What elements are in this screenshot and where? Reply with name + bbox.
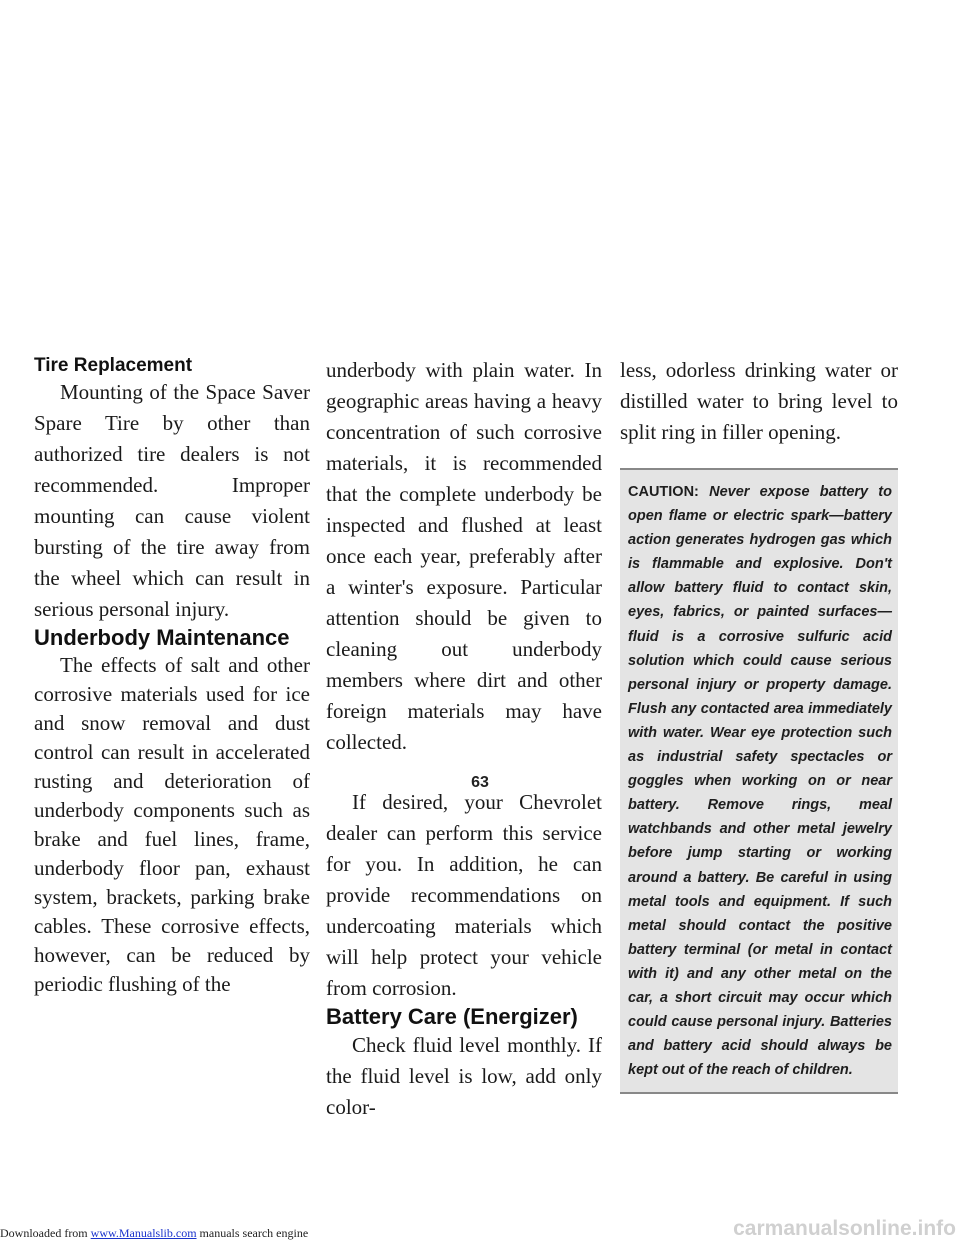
battery-paragraph-part1: Check fluid level monthly. If the fluid level is low, add only color- xyxy=(326,1033,602,1119)
dealer-service-paragraph: If desired, your Chevrolet dealer can perform this service for you. In addition, he can provide recommendations on undercoating materials which will help protect your vehicle from corrosion. xyxy=(326,790,602,1000)
caution-label: CAUTION: xyxy=(628,484,699,500)
download-footer xyxy=(0,1226,308,1241)
underbody-paragraph-part1: The effects of salt and other corrosive materials used for ice and snow removal and dust control can result in accelerated rusting and deterioration of underbody components such as brake and fuel lines, frame, underbody floor pan, exhaust system, brackets, parking brake cables. These corrosive effects, however, can be reduced by periodic flushing of the xyxy=(34,653,310,996)
underbody-maintenance-heading: Underbody Maintenance xyxy=(34,625,290,650)
column-left xyxy=(34,355,310,999)
page-number: 63 xyxy=(471,774,489,791)
caution-text: Never expose battery to open flame or electric spark—battery action generates hydrogen gas which is flammable and explosive. Don't allow battery fluid to contact skin, eyes, fabrics, or painted surfaces—fluid is a corrosive sulfuric acid solution which could cause serious personal injury or property damage. Flush any contacted area immediately with water. Wear eye protection such as industrial safety spectacles or goggles when working on or near battery. Remove rings, meal watchbands and other metal jewelry before jump starting or working around a battery. Be careful in using metal tools and equipment. If such metal should contact the positive battery terminal (or metal in contact with it) and any other metal on the car, a short circuit may occur which could cause personal injury. Batteries and battery acid should always be kept out of the reach of children. xyxy=(628,484,892,1079)
battery-care-heading: Battery Care (Energizer) xyxy=(326,1004,578,1029)
column-middle xyxy=(326,355,602,1123)
manualslib-link[interactable]: www.Manualslib.com xyxy=(90,1226,197,1240)
column-right xyxy=(620,355,898,1094)
watermark-text: carmanualsonline.info xyxy=(733,1217,956,1240)
footer-suffix: manuals search engine xyxy=(199,1226,309,1240)
tire-replacement-paragraph: Mounting of the Space Saver Spare Tire by other than authorized tire dealers is not recommended. Improper mounting can cause violent bursting of the tire away from the wheel which can result in serious personal injury. xyxy=(34,380,310,621)
footer-prefix: Downloaded from xyxy=(0,1226,88,1240)
battery-paragraph-part2: less, odorless drinking water or distilled water to bring level to split ring in filler opening. xyxy=(620,358,898,444)
underbody-paragraph-part2: underbody with plain water. In geographic areas having a heavy concentration of such corrosive materials, it is recommended that the complete underbody be inspected and flushed at least once each year, preferably after a winter's exposure. Particular attention should be given to cleaning out underbody members where dirt and other foreign materials may have collected. xyxy=(326,358,602,754)
tire-replacement-heading: Tire Replacement xyxy=(34,355,193,376)
